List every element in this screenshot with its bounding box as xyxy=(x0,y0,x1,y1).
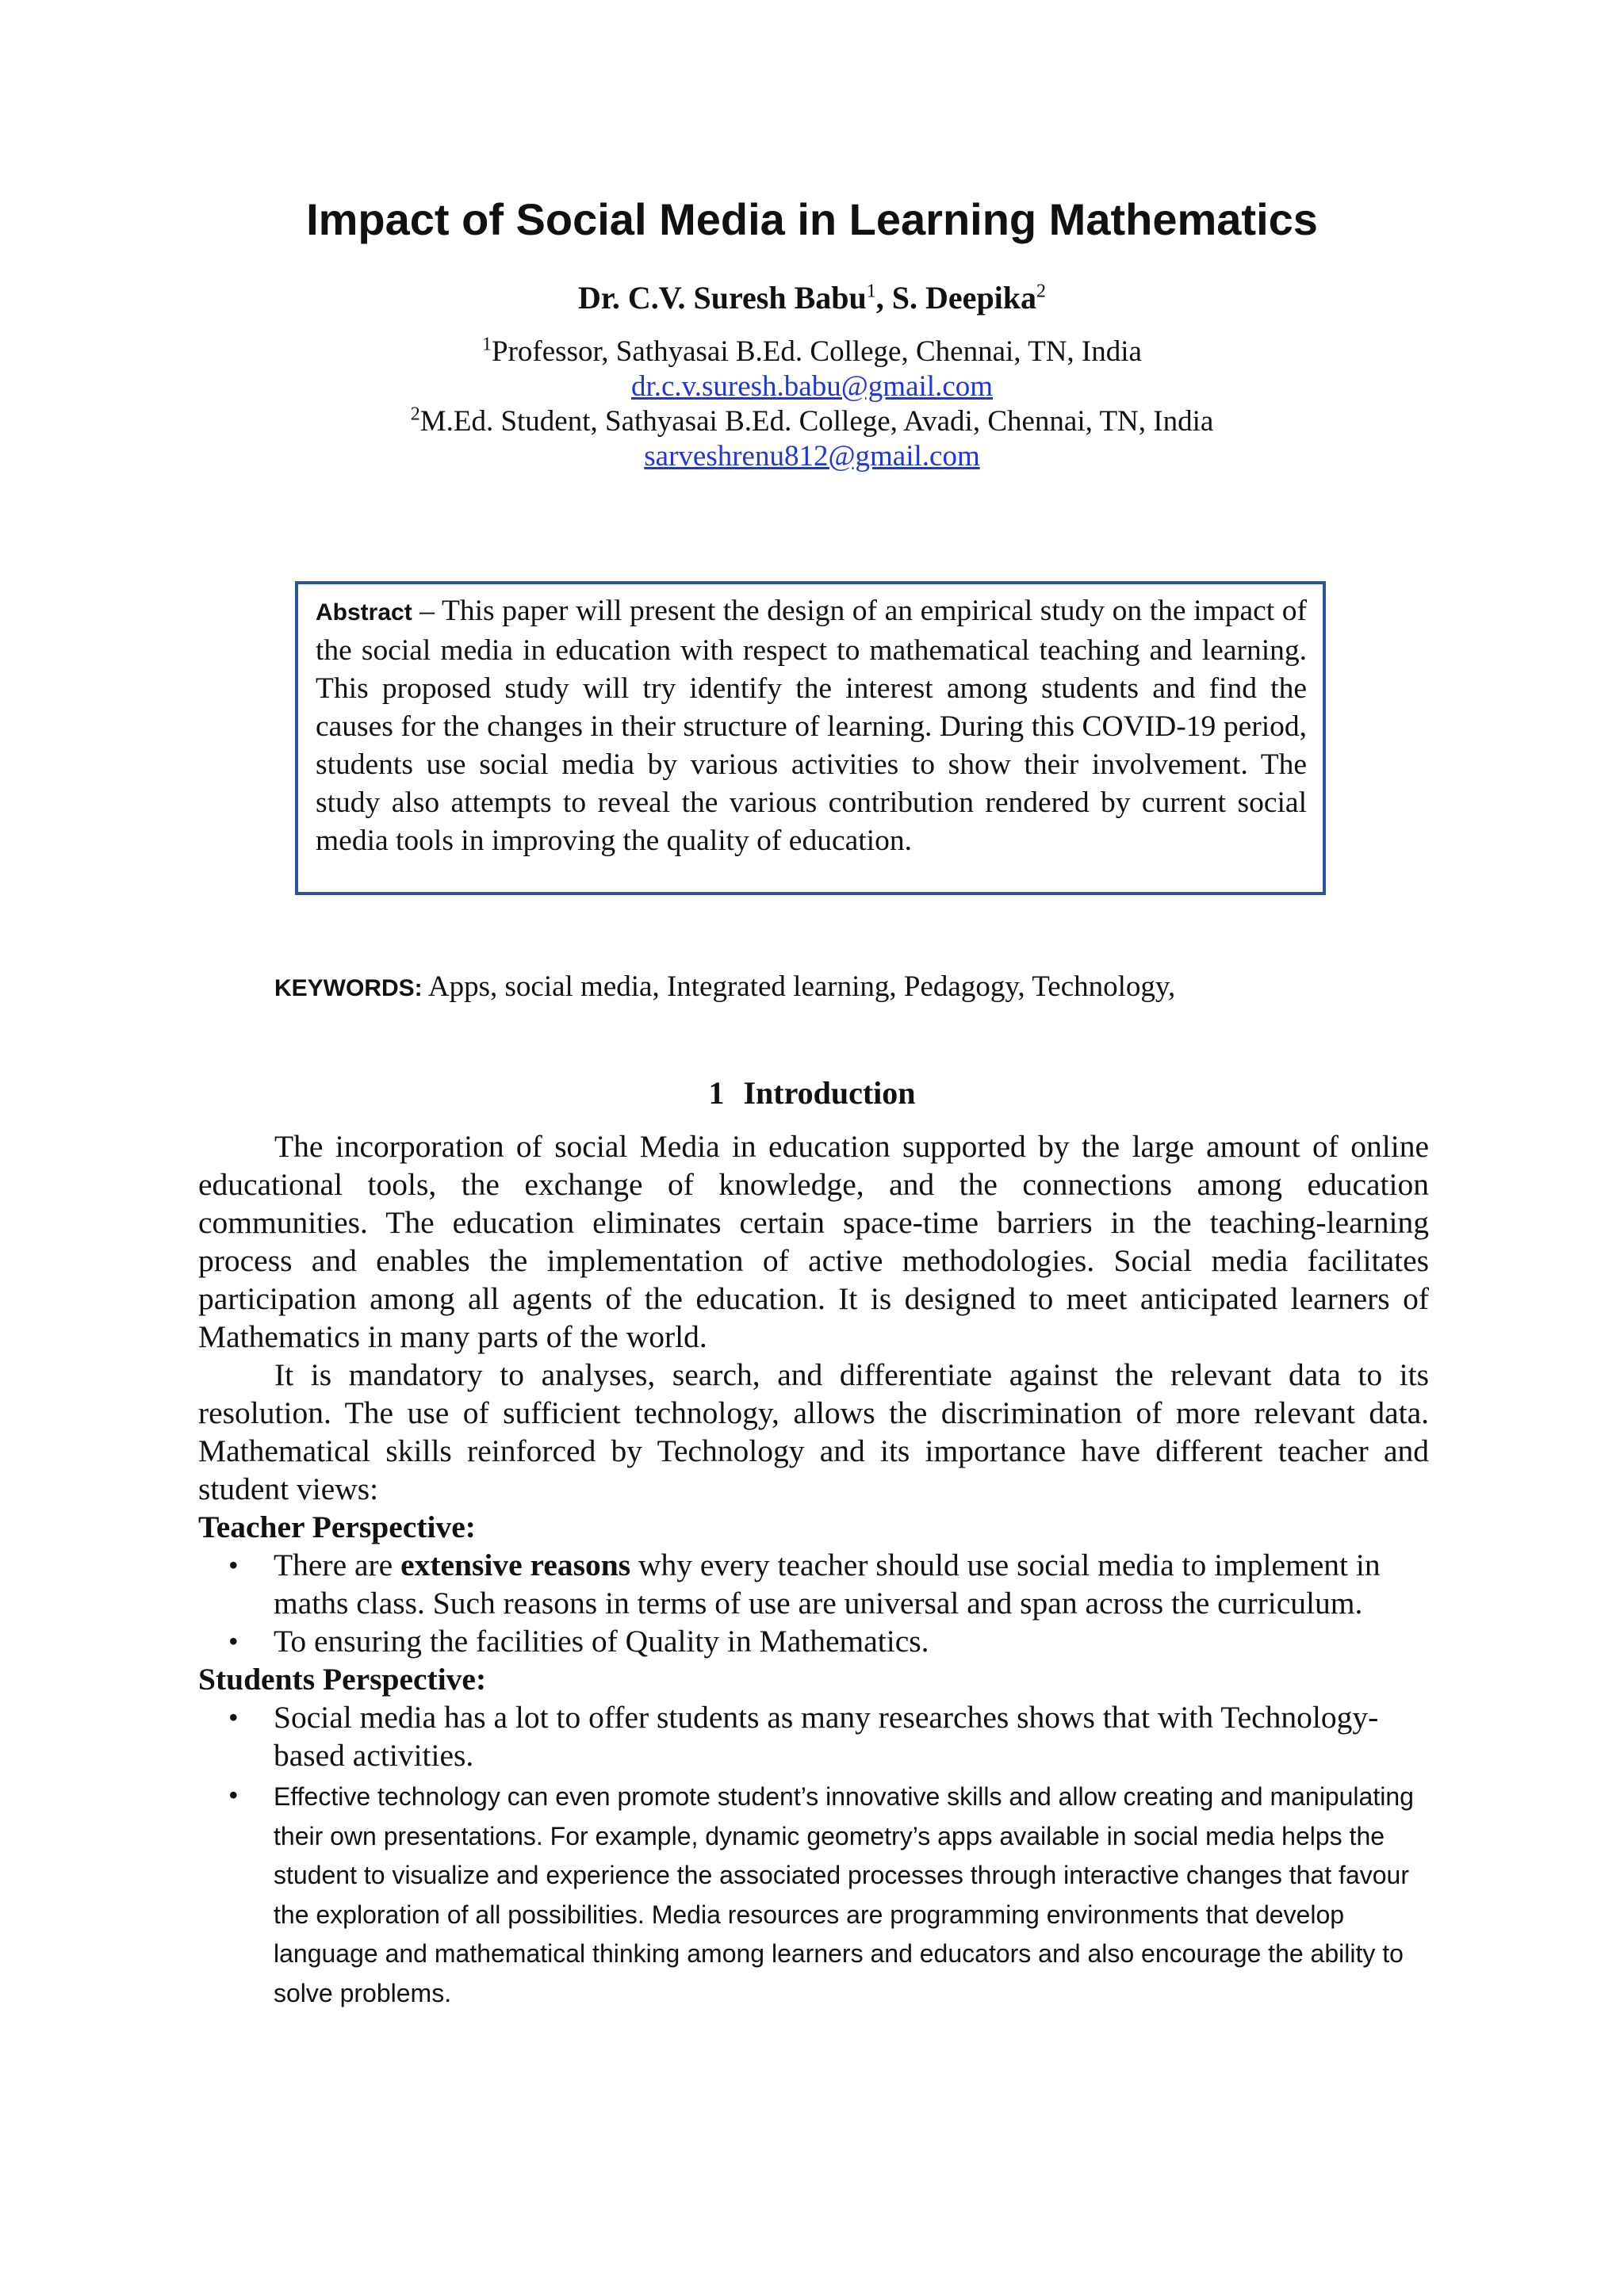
paper-title: Impact of Social Media in Learning Mathematics xyxy=(306,194,1318,244)
intro-paragraph-1: The incorporation of social Media in education supported by the large amount of online educational tools, the exchange of knowledge, and the connections among education communities. The education eliminates certain space-time barriers in the teaching-learning process and enables the implementation of active methodologies. Social media facilitates participation among all agents of the education. It is designed to meet anticipated learners of Mathematics in many parts of the world. xyxy=(198,1129,1429,1354)
author-1-superscript: 1 xyxy=(866,281,876,302)
bullet-icon: • xyxy=(228,1701,239,1733)
keywords-label: KEYWORDS: xyxy=(274,975,423,1001)
bullet-icon: • xyxy=(228,1779,239,1811)
email-1 xyxy=(0,369,1624,404)
bullet-icon: • xyxy=(228,1625,239,1657)
author-separator: , xyxy=(875,280,892,316)
affiliation-2 xyxy=(0,404,1624,439)
teacher-bullet-list xyxy=(198,1546,1429,1660)
section-number: 1 xyxy=(708,1075,725,1111)
list-item xyxy=(198,1777,1429,2013)
students-perspective-heading: Students Perspective: xyxy=(198,1662,487,1697)
section-heading xyxy=(0,1073,1624,1113)
introduction-body xyxy=(198,1127,1429,2013)
affiliation-2-superscript: 2 xyxy=(410,404,420,425)
email-2-link[interactable]: sarveshrenu812@gmail.com xyxy=(644,440,980,473)
list-item xyxy=(198,1546,1429,1622)
teacher-bullet-1-pre: There are xyxy=(274,1548,401,1582)
abstract-label: Abstract xyxy=(316,599,412,626)
author-2-name: S. Deepika xyxy=(891,280,1037,316)
affiliation-2-text: M.Ed. Student, Sathyasai B.Ed. College, Avadi, Chennai, TN, India xyxy=(419,405,1214,438)
abstract-body: – This paper will present the design of an empirical study on the impact of the social media in education with respect to mathematical teaching and learning. This proposed study will try identify the interest among students and find the causes for the changes in their structure of learning. During this COVID-19 period, students use social media by various activities to show their involvement. The study also attempts to reveal the various contribution rendered by current social media tools in improving the quality of education. xyxy=(316,595,1307,857)
bullet-icon: • xyxy=(228,1549,239,1581)
email-2 xyxy=(0,439,1624,474)
author-line xyxy=(0,277,1624,319)
abstract-box xyxy=(295,581,1326,895)
students-bullet-1: Social media has a lot to offer students as many researches shows that with Technology-based activities. xyxy=(274,1700,1379,1773)
teacher-bullet-2: To ensuring the facilities of Quality in Mathematics. xyxy=(274,1624,929,1659)
teacher-bullet-1-bold: extensive reasons xyxy=(400,1548,631,1582)
teacher-bullet-1-post: why every teacher should use social media to implement in maths class. Such reasons in terms of use are universal and span across the curriculum. xyxy=(274,1548,1381,1621)
section-title: Introduction xyxy=(743,1075,916,1111)
teacher-perspective-heading: Teacher Perspective: xyxy=(198,1510,476,1544)
author-2-superscript: 2 xyxy=(1036,281,1047,302)
list-item xyxy=(198,1622,1429,1660)
intro-paragraph-2: It is mandatory to analyses, search, and differentiate against the relevant data to its resolution. The use of sufficient technology, allows the discrimination of more relevant data. Mathematical skills reinforced by Technology and its importance have different teacher and student views: xyxy=(198,1357,1429,1506)
email-1-link[interactable]: dr.c.v.suresh.babu@gmail.com xyxy=(630,370,994,403)
affiliation-1-text: Professor, Sathyasai B.Ed. College, Chennai, TN, India xyxy=(492,335,1142,368)
affiliation-1-superscript: 1 xyxy=(482,334,492,355)
author-1-name: Dr. C.V. Suresh Babu xyxy=(577,280,867,316)
abstract-text xyxy=(316,592,1307,860)
affiliation-1 xyxy=(0,335,1624,369)
keywords-text: Apps, social media, Integrated learning, Pedagogy, Technology, xyxy=(422,970,1176,1003)
students-bullet-list xyxy=(198,1698,1429,2013)
students-bullet-2: Effective technology can even promote student’s innovative skills and allow creating and manipulating their own presentations. For example, dynamic geometry’s apps available in social media helps the student to visualize and experience the associated processes through interactive changes that favour the exploration of all possibilities. Media resources are programming environments that develop language and mathematical thinking among learners and educators and also encourage the ability to solve problems. xyxy=(274,1782,1414,2007)
keywords-line xyxy=(274,969,1175,1007)
list-item xyxy=(198,1698,1429,1774)
